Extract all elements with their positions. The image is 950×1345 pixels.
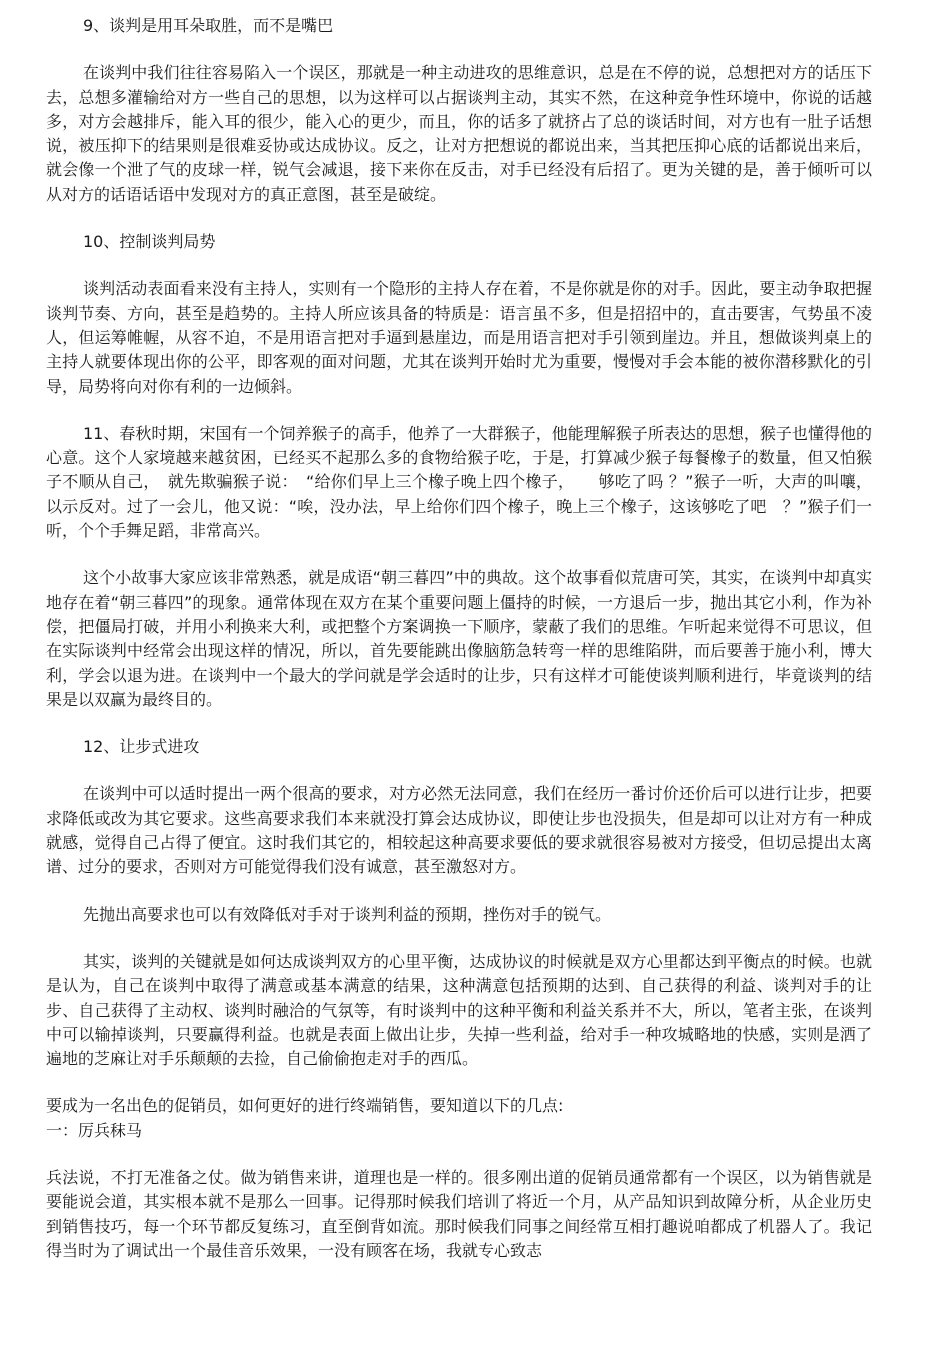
paragraph-monkey-story: 11、春秋时期，宋国有一个饲养猴子的高手，他养了一大群猴子，他能理解猴子所表达的思想，猴子也懂得他的心意。这个人家境越来越贫困，已经买不起那么多的食物给猴子吃，于是，打算减少猴子每餐橡子的数量，但又怕猴子不顺从自己， 就先欺骗猴子说： “给你们早上三个橡子晚上四个橡子， 够吃了吗 ？”猴子一听，大声的叫嚷，以示反对。过了一会儿，他又说：“唉，没办法，早上给你们四个橡子，晚上三个橡子，这该够吃了吧 ？”猴子们一听，个个手舞足蹈，非常高兴。 [46, 423, 872, 541]
paragraph-preparation: 兵法说，不打无准备之仗。做为销售来讲，道理也是一样的。很多刚出道的促销员通常都有一个误区，以为销售就是要能说会道，其实根本就不是那么一回事。记得那时候我们培训了将近一个月，从产品知识到故障分析，从企业历史到销售技巧，每一个环节都反复练习，直至倒背如流。那时候我们同事之间经常互相打趣说咱都成了机器人了。我记得当时为了调试出一个最佳音乐效果，一没有顾客在场，我就专心致志 [46, 1167, 872, 1260]
paragraph-high-demand: 先抛出高要求也可以有效降低对手对于谈判利益的预期，挫伤对手的锐气。 [83, 904, 612, 924]
section-heading-12: 12、让步式进攻 [83, 737, 200, 757]
section-heading-9: 9、谈判是用耳朵取胜，而不是嘴巴 [83, 16, 334, 35]
paragraph-concession: 在谈判中可以适时提出一两个很高的要求，对方必然无法同意，我们在经历一番讨价还价后可以进行让步，把要求降低或改为其它要求。这些高要求我们本来就没打算会达成协议，即使让步也没损失，但是却可以让对方有一种成就感，觉得自己占得了便宜。这时我们其它的，相较起这种高要求要低的要求就很容易被对方接受，但切忌提出太离谱、过分的要求，否则对方可能觉得我们没有诚意，甚至激怒对方。 [46, 784, 872, 877]
paragraph-idiom: 这个小故事大家应该非常熟悉，就是成语“朝三暮四”中的典故。这个故事看似荒唐可笑，其实，在谈判中却真实地存在着“朝三暮四”的现象。通常体现在双方在某个重要问题上僵持的时候，一方退后一步，抛出其它小利，作为补偿，把僵局打破，并用小利换来大利，或把整个方案调换一下顺序，蒙蔽了我们的思维。乍听起来觉得不可思议，但在实际谈判中经常会出现这样的情况，所以，首先要能跳出像脑筋急转弯一样的思维陷阱，而后要善于施小利，博大利，学会以退为进。在谈判中一个最大的学问就是学会适时的让步，只有这样才可能使谈判顺利进行，毕竟谈判的结果是以双赢为最终目的。 [46, 568, 872, 709]
paragraph-listening: 在谈判中我们往往容易陷入一个误区，那就是一种主动进攻的思维意识，总是在不停的说，总想把对方的话压下去，总想多灌输给对方一些自己的思想，以为这样可以占据谈判主动，其实不然，在这种竞争性环境中，你说的话越多，对方会越排斥，能入耳的很少，能入心的更少，而且，你的话多了就挤占了总的谈话时间，对方也有一肚子话想说，被压抑下的结果则是很难妥协或达成协议。反之，让对方把想说的都说出来，当其把压抑心底的话都说出来后，就会像一个泄了气的皮球一样，锐气会减退，接下来你在反击，对手已经没有后招了。更为关键的是，善于倾听可以从对方的话语话语中发现对方的真正意图，甚至是破绽。 [46, 63, 872, 204]
paragraph-balance: 其实，谈判的关键就是如何达成谈判双方的心里平衡，达成协议的时候就是双方心里都达到平衡点的时候。也就是认为，自己在谈判中取得了满意或基本满意的结果，这种满意包括预期的达到、自己获得的利益、谈判对手的让步、自己获得了主动权、谈判时融洽的气氛等，有时谈判中的这种平衡和利益关系并不大，所以，笔者主张，在谈判中可以输掉谈判，只要赢得利益。也就是表面上做出让步，失掉一些利益，给对手一种攻城略地的快感，实则是洒了遍地的芝麻让对手乐颠颠的去捡，自己偷偷抱走对手的西瓜。 [46, 951, 872, 1069]
document-page [46, 14, 872, 1263]
section-heading-10: 10、控制谈判局势 [83, 232, 216, 252]
paragraph-control: 谈判活动表面看来没有主持人，实则有一个隐形的主持人存在着，不是你就是你的对手。因此，要主动争取把握谈判节奏、方向，甚至是趋势的。主持人所应该具备的特质是：语言虽不多，但是招招中的，直击要害，气势虽不凌人，但运筹帷幄，从容不迫，不是用语言把对手逼到悬崖边，而是用语言把对手引领到崖边。并且，想做谈判桌上的主持人就要体现出你的公平，即客观的面对问题，尤其在谈判开始时尤为重要，慢慢对手会本能的被你潜移默化的引导，局势将向对你有利的一边倾斜。 [46, 279, 872, 396]
subheading-one: 一：厉兵秣马 [46, 1120, 143, 1140]
intro-line: 要成为一名出色的促销员，如何更好的进行终端销售，要知道以下的几点: [46, 1096, 564, 1116]
